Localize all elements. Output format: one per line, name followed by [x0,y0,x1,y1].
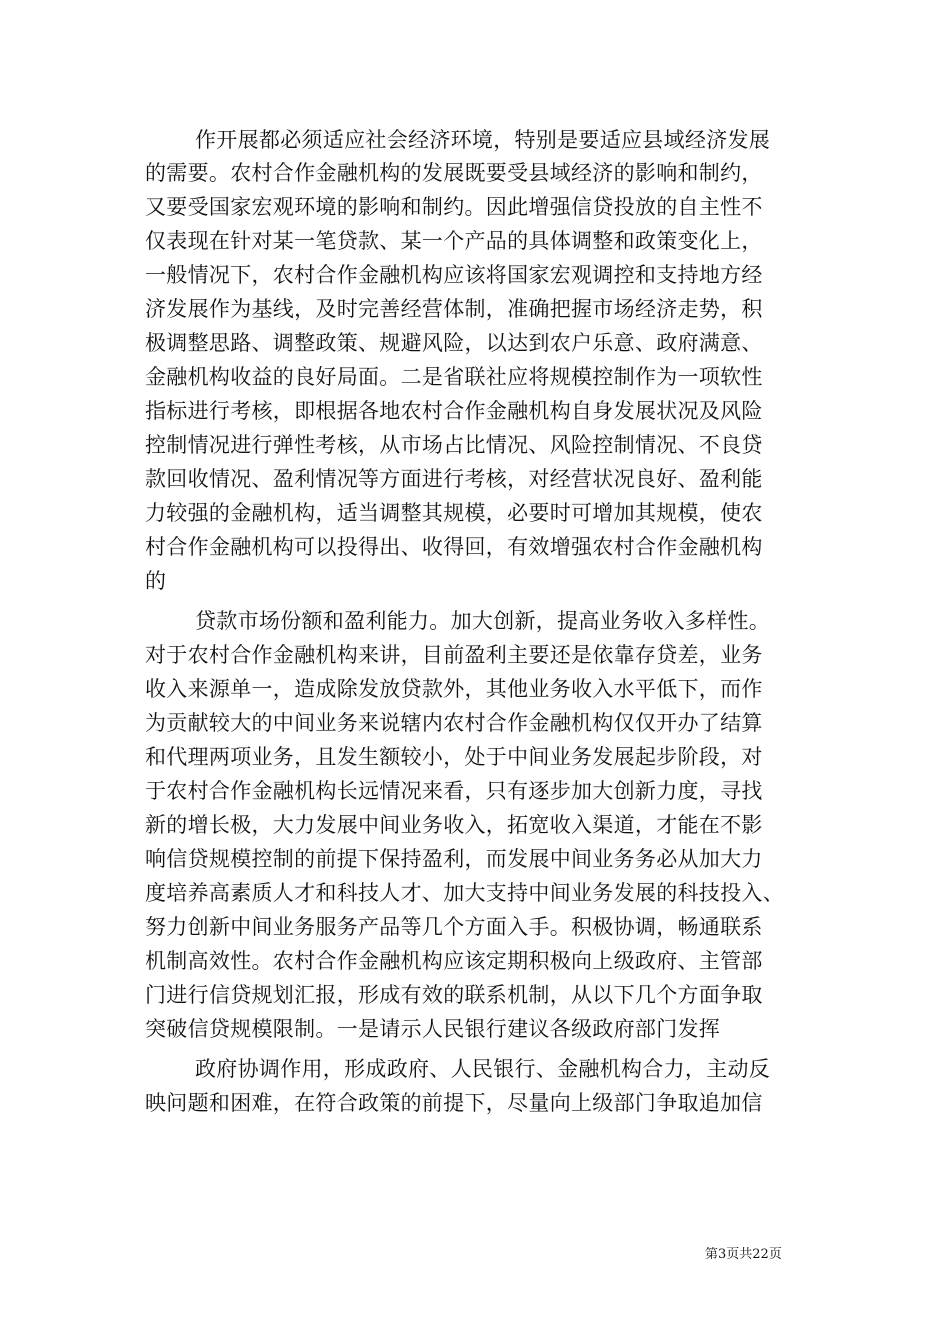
paragraph-1-line-14: 的 [145,569,167,593]
paragraph-1-line-5: 一般情况下，农村合作金融机构应该将国家宏观调控和支持地方经 [145,263,763,287]
paragraph-1-line-4: 仅表现在针对某一笔贷款、某一个产品的具体调整和政策变化上， [145,229,763,253]
paragraph-1-line-1: 作开展都必须适应社会经济环境，特别是要适应县域经济发展 [195,128,771,152]
paragraph-3-line-2: 映问题和困难，在符合政策的前提下，尽量向上级部门争取追加信 [145,1091,763,1115]
paragraph-2-line-6: 于农村合作金融机构长远情况来看，只有逐步加大创新力度，寻找 [145,779,763,803]
page-number-footer: 第3页共22页 [705,1247,782,1262]
paragraph-1-line-2: 的需要。农村合作金融机构的发展既要受县域经济的影响和制约， [145,161,763,185]
paragraph-1-line-10: 控制情况进行弹性考核，从市场占比情况、风险控制情况、不良贷 [145,433,763,457]
paragraph-2-line-8: 响信贷规模控制的前提下保持盈利，而发展中间业务务必从加大力 [145,847,763,871]
paragraph-2-line-5: 和代理两项业务，且发生额较小，处于中间业务发展起步阶段，对 [145,745,763,769]
paragraph-1-line-8: 金融机构收益的良好局面。二是省联社应将规模控制作为一项软性 [145,365,763,389]
paragraph-1-line-6: 济发展作为基线，及时完善经营体制，准确把握市场经济走势，积 [145,297,763,321]
paragraph-2-line-3: 收入来源单一，造成除发放贷款外，其他业务收入水平低下，而作 [145,677,763,701]
paragraph-1-line-3: 又要受国家宏观环境的影响和制约。因此增强信贷投放的自主性不 [145,195,763,219]
paragraph-2-line-2: 对于农村合作金融机构来讲，目前盈利主要还是依靠存贷差，业务 [145,643,763,667]
paragraph-3-line-1: 政府协调作用，形成政府、人民银行、金融机构合力，主动反 [195,1057,771,1081]
paragraph-1-line-12: 力较强的金融机构，适当调整其规模，必要时可增加其规模，使农 [145,501,763,525]
paragraph-2-line-4: 为贡献较大的中间业务来说辖内农村合作金融机构仅仅开办了结算 [145,711,763,735]
paragraph-2-line-11: 机制高效性。农村合作金融机构应该定期积极向上级政府、主管部 [145,949,763,973]
paragraph-2-line-7: 新的增长极，大力发展中间业务收入，拓宽收入渠道，才能在不影 [145,813,763,837]
paragraph-1-line-11: 款回收情况、盈利情况等方面进行考核，对经营状况良好、盈利能 [145,467,763,491]
paragraph-1-line-9: 指标进行考核，即根据各地农村合作金融机构自身发展状况及风险 [145,399,763,423]
paragraph-2-line-13: 突破信贷规模限制。一是请示人民银行建议各级政府部门发挥 [145,1017,721,1041]
paragraph-1-line-13: 村合作金融机构可以投得出、收得回，有效增强农村合作金融机构 [145,535,763,559]
paragraph-1-line-7: 极调整思路、调整政策、规避风险，以达到农户乐意、政府满意、 [145,331,763,355]
paragraph-2-line-1: 贷款市场份额和盈利能力。加大创新，提高业务收入多样性。 [195,609,771,633]
paragraph-2-line-10: 努力创新中间业务服务产品等几个方面入手。积极协调，畅通联系 [145,915,763,939]
paragraph-2-line-12: 门进行信贷规划汇报，形成有效的联系机制，从以下几个方面争取 [145,983,763,1007]
paragraph-2-line-9: 度培养高素质人才和科技人才、加大支持中间业务发展的科技投入、 [145,881,784,905]
